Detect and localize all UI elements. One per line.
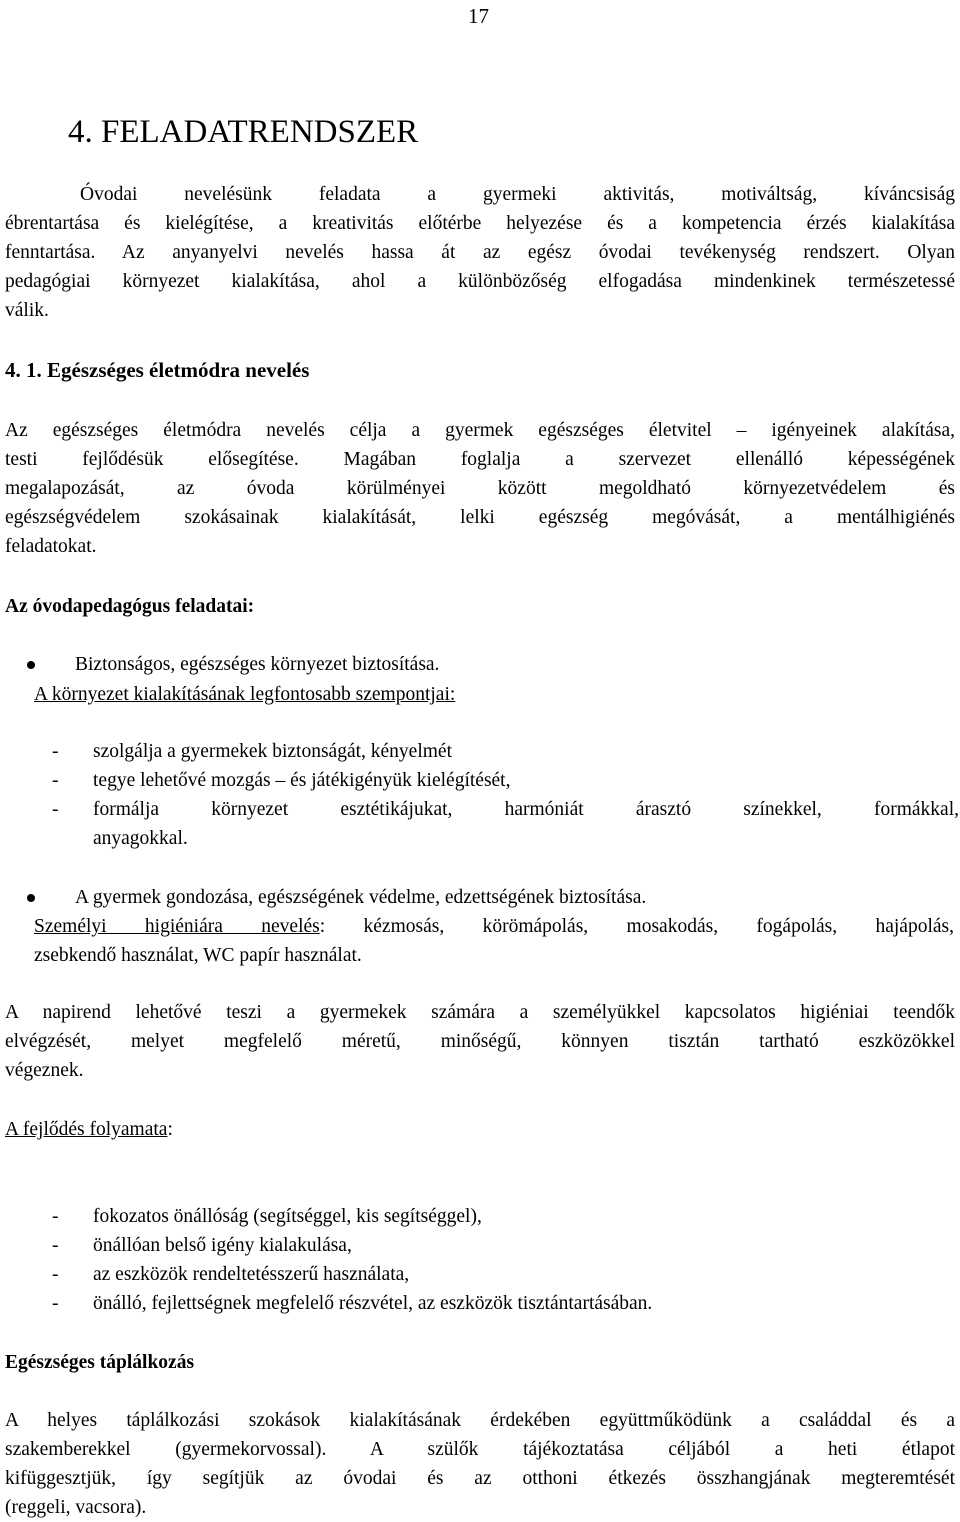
dash-list-item: - tegye lehetővé mozgás – és játékigényük kielégítését, xyxy=(52,770,511,791)
section-paragraph xyxy=(5,416,955,561)
intro-line-1: Óvodai nevelésünk feladata a gyermeki aktivitás, motiváltság, kíváncsiság xyxy=(80,184,955,205)
development-heading: A fejlődés folyamata: xyxy=(5,1119,173,1140)
dash-list-item: - fokozatos önállóság (segítséggel, kis segítséggel), xyxy=(52,1206,482,1227)
section-heading: 4. 1. Egészséges életmódra nevelés xyxy=(5,358,310,382)
section-line-1: Az egészséges életmódra nevelés célja a gyermek egészséges életvitel – igényeinek alakítása, xyxy=(5,420,955,441)
chapter-title: 4. FELADATRENDSZER xyxy=(68,114,419,150)
dash-list-item: - az eszközök rendeltetésszerű használata, xyxy=(52,1264,410,1285)
section-line-5: feladatokat. xyxy=(5,536,97,557)
nutrition-paragraph: A helyes táplálkozási szokások kialakításának érdekében együttműködünk a családdal és a szakemberekkel (gyermekorvossal). A szülők tájékoztatása céljából a heti étlapot kifüggesztjük, így segítjük az óvodai és az otthoni étkezés összhangjának megteremtését (reggeli, vacsora). xyxy=(5,1410,955,1518)
section-line-2: testi fejlődésük elősegítése. Magában foglalja a szervezet ellenálló képességének xyxy=(5,449,955,470)
page-number: 17 xyxy=(468,4,489,28)
hygiene-label: Személyi higiéniára nevelés xyxy=(34,916,320,937)
intro-line-4: pedagógiai környezet kialakítása, ahol a különbözőség elfogadása mindenkinek természetessé xyxy=(5,271,955,292)
hygiene-paragraph: Személyi higiéniára nevelés: kézmosás, körömápolás, mosakodás, fogápolás, hajápolás, zsebkendő használat, WC papír használat. xyxy=(34,916,954,966)
environment-heading: A környezet kialakításának legfontosabb szempontjai: xyxy=(34,684,456,705)
dash-list-item: - önálló, fejlettségnek megfelelő részvétel, az eszközök tisztántartásában. xyxy=(52,1293,653,1314)
bullet-icon xyxy=(27,661,35,669)
dash-list-item: - önállóan belső igény kialakulása, xyxy=(52,1235,352,1256)
tasks-heading: Az óvodapedagógus feladatai: xyxy=(5,596,255,617)
section-line-3: megalapozását, az óvoda körülményei között megoldható környezetvédelem és xyxy=(5,478,955,499)
intro-paragraph xyxy=(5,180,955,325)
intro-line-5: válik. xyxy=(5,300,49,321)
bullet-item: A gyermek gondozása, egészségének védelme, edzettségének biztosítása. xyxy=(5,883,955,912)
dash-list-item: - formálja környezet esztétikájukat, harmóniát árasztó színekkel, formákkal, anyagokkal. xyxy=(52,799,959,849)
nutrition-heading: Egészséges táplálkozás xyxy=(5,1352,195,1373)
section-line-4: egészségvédelem szokásainak kialakítását, lelki egészség megóvását, a mentálhigiénés xyxy=(5,507,955,528)
daily-routine-paragraph: A napirend lehetővé teszi a gyermekek számára a személyükkel kapcsolatos higiéniai teendők elvégzését, melyet megfelelő méretű, minőségű, könnyen tisztán tartható eszközökkel végeznek. xyxy=(5,1002,955,1081)
intro-line-3: fenntartása. Az anyanyelvi nevelés hassa át az egész óvodai tevékenység rendszert. Olyan xyxy=(5,242,955,263)
intro-line-2: ébrentartása és kielégítése, a kreativitás előtérbe helyezése és a kompetencia érzés kialakítása xyxy=(5,213,955,234)
dash-list-item: - szolgálja a gyermekek biztonságát, kényelmét xyxy=(52,741,452,762)
bullet-icon xyxy=(27,894,35,902)
bullet-item: Biztonságos, egészséges környezet biztosítása. xyxy=(5,650,955,679)
